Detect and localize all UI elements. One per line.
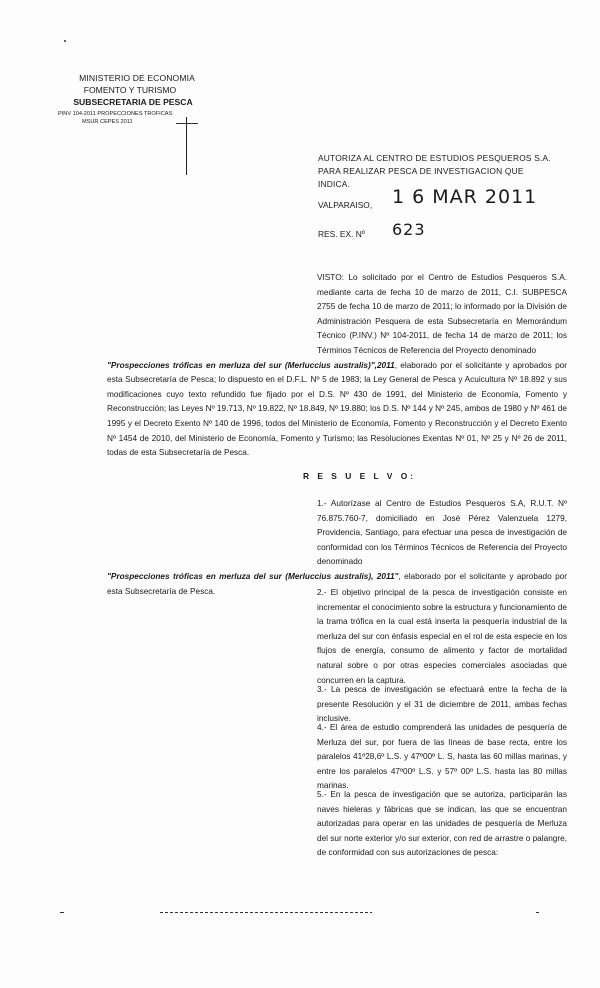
date-stamp: 1 6 MAR 2011 — [392, 186, 538, 208]
visto-rest: , elaborado por el solicitante y aprobados por esta Subsecretaría de Pesca; lo dispuesto en el D.F.L. Nº 5 de 1983; la Ley General de Pesca y Acuicultura Nº 18.892 y sus modificaciones cuyo texto refundido fue fijado por el D.S. Nº 430 de 1991, del Ministerio de Economía, Fomento y Reconstrucción; las Leyes Nº 19.713, Nº 19.822, Nº 18.849, Nº 19.880; los D.S. Nº 144 y Nº 245, ambos de 1980 y Nº 461 de 1995 y el Decreto Exento Nº 140 de 1996, todos del Ministerio de Economía, Fomento y Reconstrucción y el Decreto Exento Nº 1454 de 2010, del Ministerio de Economía, Fomento y Turismo; las Resoluciones Exentas Nº 01, Nº 25 y Nº 26 de 2011, todas de esta Subsecretaría de Pesca. — [107, 360, 567, 458]
letterhead — [58, 72, 212, 126]
scan-speck — [64, 40, 66, 42]
project-name: "Prospecciones tróficas en merluza del sur (Merluccius australis)",2011 — [107, 360, 395, 370]
reference-code-2: MSUR CEPES 2011 — [82, 119, 133, 125]
article-4-text: 4.- El área de estudio comprenderá las unidades de pesquería de Merluza del sur, por fuera de las líneas de base recta, entre los paralelos 41º28,6º L.S. y 47º00º L. S, hasta las 60 millas marinas, y entre los paralelos 47º00º L.S. y 57º 00º L.S. hasta las 80 millas marinas. — [317, 723, 567, 791]
ministry-name-cont: FOMENTO Y TURISMO — [83, 85, 177, 95]
article-3-text: 3.- La pesca de investigación se efectuará entre la fecha de la presente Resolución y el 31 de diciembre de 2011, ambas fechas inclusive. — [317, 685, 567, 724]
resolution-number-label: RES. EX. Nº — [318, 229, 365, 239]
reference-code: PINV 104-2011 PROPECCIONES TROFICAS — [58, 111, 173, 117]
footer-rule — [160, 912, 372, 913]
article-5-text: 5.- En la pesca de investigación que se autoriza, participarán las naves hieleras y fábricas que se indican, las que se encuentran autorizadas para operar en las unidades de pesquería de Merluza del sur norte exterior y/o sur exterior, con red de arrastre o palangre, de conformidad con sus autorizaciones de pesca: — [317, 790, 567, 858]
article-1 — [107, 497, 567, 599]
margin-mark — [186, 117, 187, 175]
resolution-number: 623 — [392, 220, 426, 239]
article-2-text: 2.- El objetivo principal de la pesca de investigación consiste en incrementar el conocimiento sobre la estructura y funcionamiento de la trama trófica en la cual está inserta la pesquería industrial de la merluza del sur con énfasis especial en el rol de esta especie en los flujos de energía, consumo de alimento y factor de mortalidad natural sobre o por otras especies comerciales asociadas que concurren en la captura. — [317, 588, 567, 685]
resuelvo-heading: R E S U E L V O: — [303, 471, 416, 481]
article-1-project: "Prospecciones tróficas en merluza del sur (Merluccius australis), 2011" — [107, 571, 399, 581]
visto-lead: VISTO: Lo solicitado por el Centro de Estudios Pesqueros S.A. mediante carta de fecha 10 de marzo de 2011, C.I. SUBPESCA 2755 de fecha 10 de marzo de 2011; lo informado por la División de Administración Pesquera de esta Subsecretaría en Memorándum Técnico (P.INV.) Nº 104-2011, de fecha 14 de marzo de 2011; los Términos Técnicos de Referencia del Proyecto denominado — [317, 273, 567, 355]
article-1-lead: 1.- Autorízase al Centro de Estudios Pesqueros S.A, R.U.T. Nº 76.875.760-7, domiciliado en José Pérez Valenzuela 1279, Providencia, Santiago, para efectuar una pesca de investigación de conformidad con los Términos Técnicos de Referencia del Proyecto denominado — [317, 499, 567, 567]
article-4 — [107, 721, 567, 794]
article-5 — [107, 788, 567, 861]
footer-mark-left — [60, 912, 64, 913]
footer-mark-right — [536, 912, 539, 913]
article-2 — [107, 586, 567, 688]
margin-mark-horizontal — [176, 123, 198, 124]
subsecretaria-name: SUBSECRETARIA DE PESCA — [73, 97, 193, 107]
ministry-name: MINISTERIO DE ECONOMIA — [79, 73, 195, 83]
article-1-rest: , elaborado por el solicitante y aprobado por esta Subsecretaría de Pesca. — [107, 571, 568, 596]
place: VALPARAISO, — [318, 200, 373, 210]
resolution-subject: AUTORIZA AL CENTRO DE ESTUDIOS PESQUEROS S.A. PARA REALIZAR PESCA DE INVESTIGACION QUE INDICA. — [318, 153, 551, 189]
visto-paragraph — [107, 271, 567, 461]
